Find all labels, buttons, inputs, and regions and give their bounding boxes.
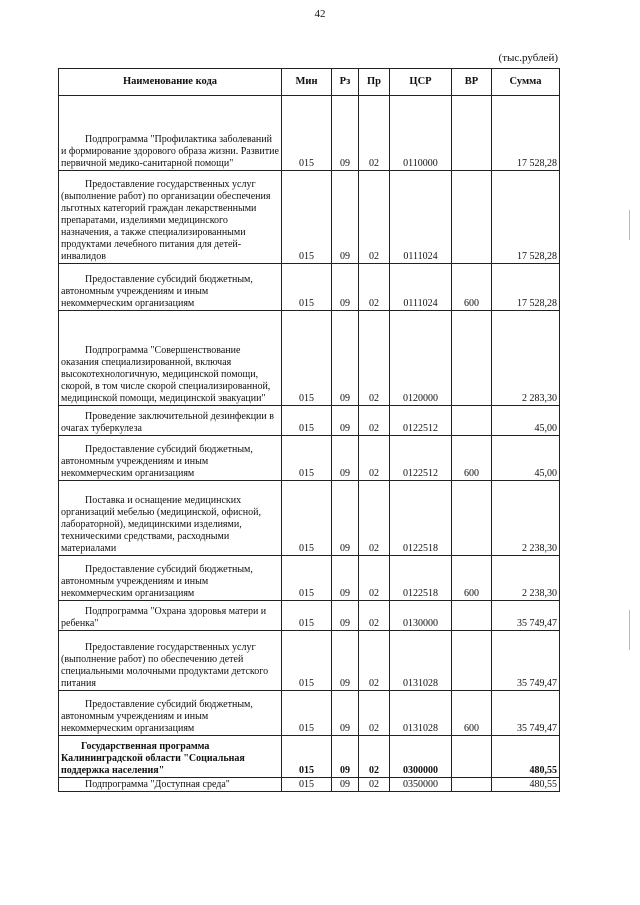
cell-pr: 02 — [359, 601, 390, 631]
cell-name: Подпрограмма "Профилактика заболеваний и формирование здорового образа жизни. Развитие первичной медико-санитарной помощи" — [59, 96, 282, 171]
cell-vr — [452, 736, 492, 778]
cell-csr: 0110000 — [390, 96, 452, 171]
table-row — [59, 436, 560, 481]
cell-vr — [452, 406, 492, 436]
cell-vr — [452, 311, 492, 406]
cell-vr — [452, 481, 492, 556]
cell-sum: 35 749,47 — [492, 601, 560, 631]
cell-min: 015 — [282, 556, 332, 601]
table-row — [59, 96, 560, 171]
cell-min: 015 — [282, 406, 332, 436]
cell-min: 015 — [282, 601, 332, 631]
cell-sum: 17 528,28 — [492, 96, 560, 171]
cell-sum: 17 528,28 — [492, 171, 560, 264]
cell-csr: 0122512 — [390, 436, 452, 481]
cell-min: 015 — [282, 631, 332, 691]
cell-csr: 0111024 — [390, 171, 452, 264]
header-sum: Сумма — [492, 69, 560, 96]
cell-min: 015 — [282, 691, 332, 736]
cell-name: Подпрограмма "Доступная среда" — [59, 778, 282, 792]
cell-sum: 45,00 — [492, 406, 560, 436]
header-name: Наименование кода — [59, 69, 282, 96]
table-row — [59, 778, 560, 792]
cell-csr: 0350000 — [390, 778, 452, 792]
cell-pr: 02 — [359, 481, 390, 556]
cell-sum: 480,55 — [492, 736, 560, 778]
cell-rz: 09 — [332, 778, 359, 792]
cell-pr: 02 — [359, 311, 390, 406]
cell-rz: 09 — [332, 601, 359, 631]
cell-csr: 0131028 — [390, 691, 452, 736]
cell-vr: 600 — [452, 264, 492, 311]
cell-csr: 0122518 — [390, 481, 452, 556]
cell-sum: 17 528,28 — [492, 264, 560, 311]
cell-min: 015 — [282, 736, 332, 778]
table-row — [59, 311, 560, 406]
table-row — [59, 264, 560, 311]
cell-name: Предоставление субсидий бюджетным, автономным учреждениям и иным некоммерческим организациям — [59, 436, 282, 481]
cell-pr: 02 — [359, 406, 390, 436]
table-row — [59, 691, 560, 736]
cell-min: 015 — [282, 436, 332, 481]
cell-min: 015 — [282, 311, 332, 406]
header-vr: ВР — [452, 69, 492, 96]
cell-sum: 35 749,47 — [492, 691, 560, 736]
cell-vr — [452, 171, 492, 264]
cell-name: Подпрограмма "Охрана здоровья матери и ребенка" — [59, 601, 282, 631]
margin-mark — [629, 610, 630, 650]
cell-rz: 09 — [332, 264, 359, 311]
cell-sum: 2 238,30 — [492, 556, 560, 601]
cell-min: 015 — [282, 171, 332, 264]
cell-pr: 02 — [359, 171, 390, 264]
cell-rz: 09 — [332, 691, 359, 736]
cell-name: Поставка и оснащение медицинских организаций мебелью (медицинской, офисной, лабораторной), медицинскими изделиями, техническими средствами, расходными материалами — [59, 481, 282, 556]
cell-min: 015 — [282, 778, 332, 792]
table-row — [59, 481, 560, 556]
cell-csr: 0131028 — [390, 631, 452, 691]
cell-name: Предоставление субсидий бюджетным, автономным учреждениям и иным некоммерческим организациям — [59, 556, 282, 601]
cell-name: Предоставление государственных услуг (выполнение работ) по организации обеспечения льготных категорий граждан лекарственными препаратами, изделиями медицинского назначения, а также специализированными продуктами лечебного питания для детей-инвалидов — [59, 171, 282, 264]
cell-sum: 2 283,30 — [492, 311, 560, 406]
header-csr: ЦСР — [390, 69, 452, 96]
cell-rz: 09 — [332, 311, 359, 406]
cell-vr: 600 — [452, 556, 492, 601]
table-row — [59, 171, 560, 264]
cell-pr: 02 — [359, 778, 390, 792]
cell-csr: 0122512 — [390, 406, 452, 436]
cell-pr: 02 — [359, 436, 390, 481]
cell-min: 015 — [282, 96, 332, 171]
units-label: (тыс.рублей) — [498, 52, 558, 64]
cell-pr: 02 — [359, 736, 390, 778]
table-row — [59, 631, 560, 691]
cell-name: Государственная программа Калининградской области "Социальная поддержка населения" — [59, 736, 282, 778]
cell-pr: 02 — [359, 264, 390, 311]
cell-vr: 600 — [452, 436, 492, 481]
cell-vr — [452, 778, 492, 792]
cell-vr — [452, 631, 492, 691]
cell-vr: 600 — [452, 691, 492, 736]
cell-rz: 09 — [332, 171, 359, 264]
cell-csr: 0120000 — [390, 311, 452, 406]
cell-rz: 09 — [332, 436, 359, 481]
cell-rz: 09 — [332, 481, 359, 556]
header-min: Мин — [282, 69, 332, 96]
cell-rz: 09 — [332, 556, 359, 601]
header-rz: Рз — [332, 69, 359, 96]
cell-csr: 0130000 — [390, 601, 452, 631]
table-row — [59, 601, 560, 631]
cell-sum: 35 749,47 — [492, 631, 560, 691]
cell-vr — [452, 601, 492, 631]
cell-sum: 2 238,30 — [492, 481, 560, 556]
cell-sum: 480,55 — [492, 778, 560, 792]
page-number: 42 — [314, 8, 326, 20]
table-row — [59, 406, 560, 436]
header-pr: Пр — [359, 69, 390, 96]
cell-min: 015 — [282, 264, 332, 311]
budget-table — [58, 68, 560, 792]
cell-name: Предоставление субсидий бюджетным, автономным учреждениям и иным некоммерческим организациям — [59, 691, 282, 736]
cell-pr: 02 — [359, 96, 390, 171]
cell-csr: 0111024 — [390, 264, 452, 311]
table-row — [59, 556, 560, 601]
cell-sum: 45,00 — [492, 436, 560, 481]
cell-name: Предоставление субсидий бюджетным, автономным учреждениям и иным некоммерческим организациям — [59, 264, 282, 311]
cell-csr: 0122518 — [390, 556, 452, 601]
cell-pr: 02 — [359, 691, 390, 736]
cell-name: Проведение заключительной дезинфекции в очагах туберкулеза — [59, 406, 282, 436]
cell-pr: 02 — [359, 556, 390, 601]
cell-rz: 09 — [332, 96, 359, 171]
margin-mark — [629, 210, 630, 240]
cell-rz: 09 — [332, 736, 359, 778]
table-header-row — [59, 69, 560, 96]
cell-name: Подпрограмма "Совершенствование оказания специализированной, включая высокотехнологичную, медицинской помощи, скорой, в том числе скорой специализированной, медицинской помощи, медицинской эвакуации" — [59, 311, 282, 406]
cell-rz: 09 — [332, 631, 359, 691]
cell-vr — [452, 96, 492, 171]
cell-rz: 09 — [332, 406, 359, 436]
table-body — [59, 96, 560, 792]
cell-pr: 02 — [359, 631, 390, 691]
table-row — [59, 736, 560, 778]
cell-name: Предоставление государственных услуг (выполнение работ) по обеспечению детей специальными молочными продуктами детского питания — [59, 631, 282, 691]
cell-min: 015 — [282, 481, 332, 556]
cell-csr: 0300000 — [390, 736, 452, 778]
